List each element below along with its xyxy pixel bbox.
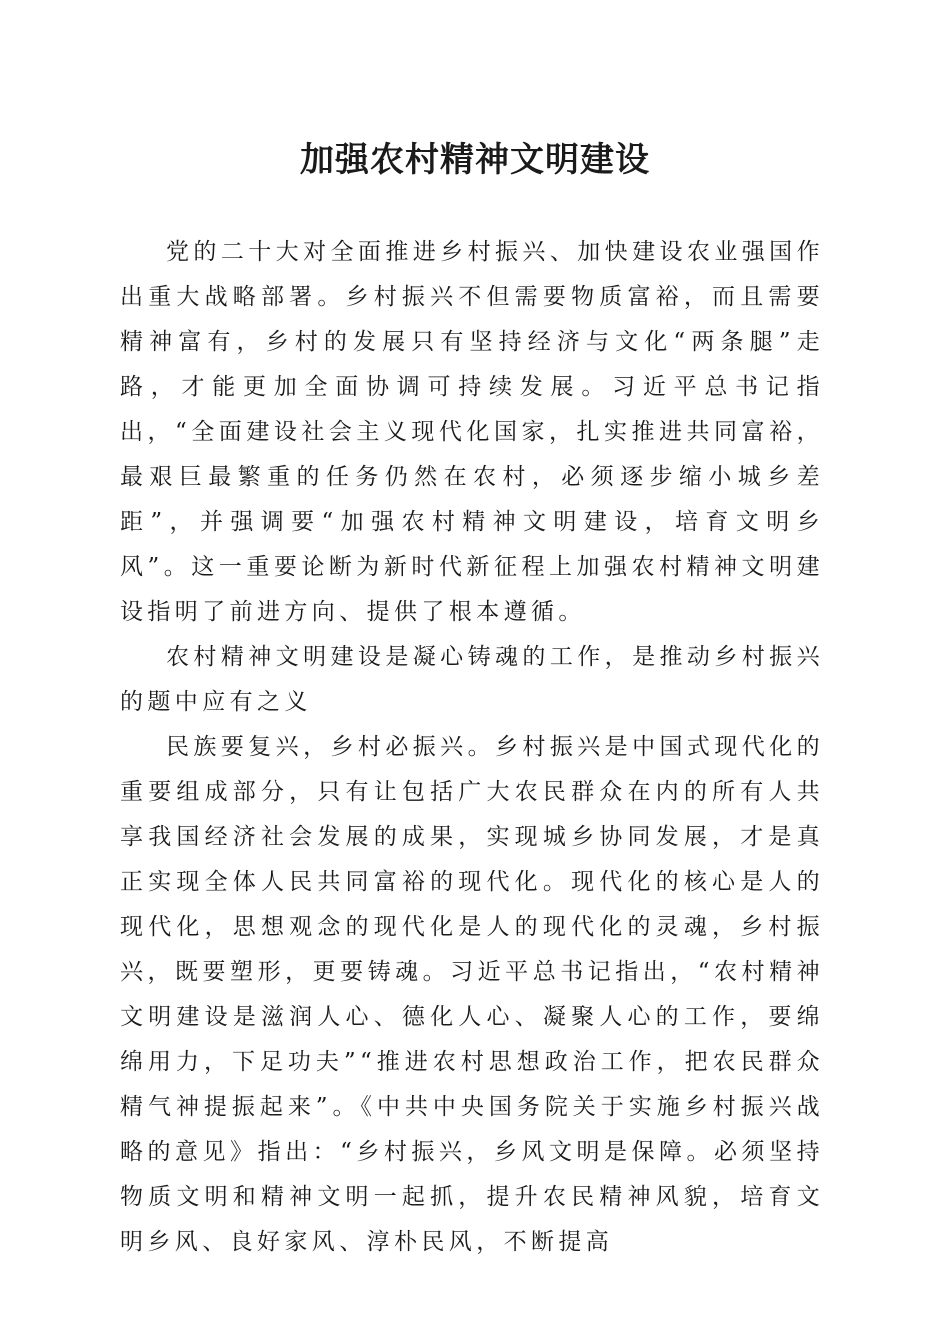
document-title: 加强农村精神文明建设 [300, 140, 650, 180]
body-paragraph-3: 民族要复兴，乡村必振兴。乡村振兴是中国式现代化的重要组成部分，只有让包括广大农民群众在内的所有人共享我国经济社会发展的成果，实现城乡协同发展，才是真正实现全体人民共同富裕的现代化。现代化的核心是人的现代化，思想观念的现代化是人的现代化的灵魂，乡村振兴，既要塑形，更要铸魂。习近平总书记指出，“农村精神文明建设是滋润人心、德化人心、凝聚人心的工作，要绵绵用力，下足功夫”“推进农村思想政治工作，把农民群众精气神提振起来”。《中共中央国务院关于实施乡村振兴战略的意见》指出：“乡村振兴，乡风文明是保障。必须坚持物质文明和精神文明一起抓，提升农民精神风貌，培育文明乡风、良好家风、淳朴民风，不断提高 [120, 734, 824, 1255]
body-paragraph-1: 党的二十大对全面推进乡村振兴、加快建设农业强国作出重大战略部署。乡村振兴不但需要物质富裕，而且需要精神富有，乡村的发展只有坚持经济与文化“两条腿”走路，才能更加全面协调可持续发展。习近平总书记指出，“全面建设社会主义现代化国家，扎实推进共同富裕，最艰巨最繁重的任务仍然在农村，必须逐步缩小城乡差距”，并强调要“加强农村精神文明建设，培育文明乡风”。这一重要论断为新时代新征程上加强农村精神文明建设指明了前进方向、提供了根本遵循。 [120, 239, 824, 625]
body-paragraph-2: 农村精神文明建设是凝心铸魂的工作，是推动乡村振兴的题中应有之义 [120, 644, 824, 715]
document-body [120, 230, 824, 1265]
